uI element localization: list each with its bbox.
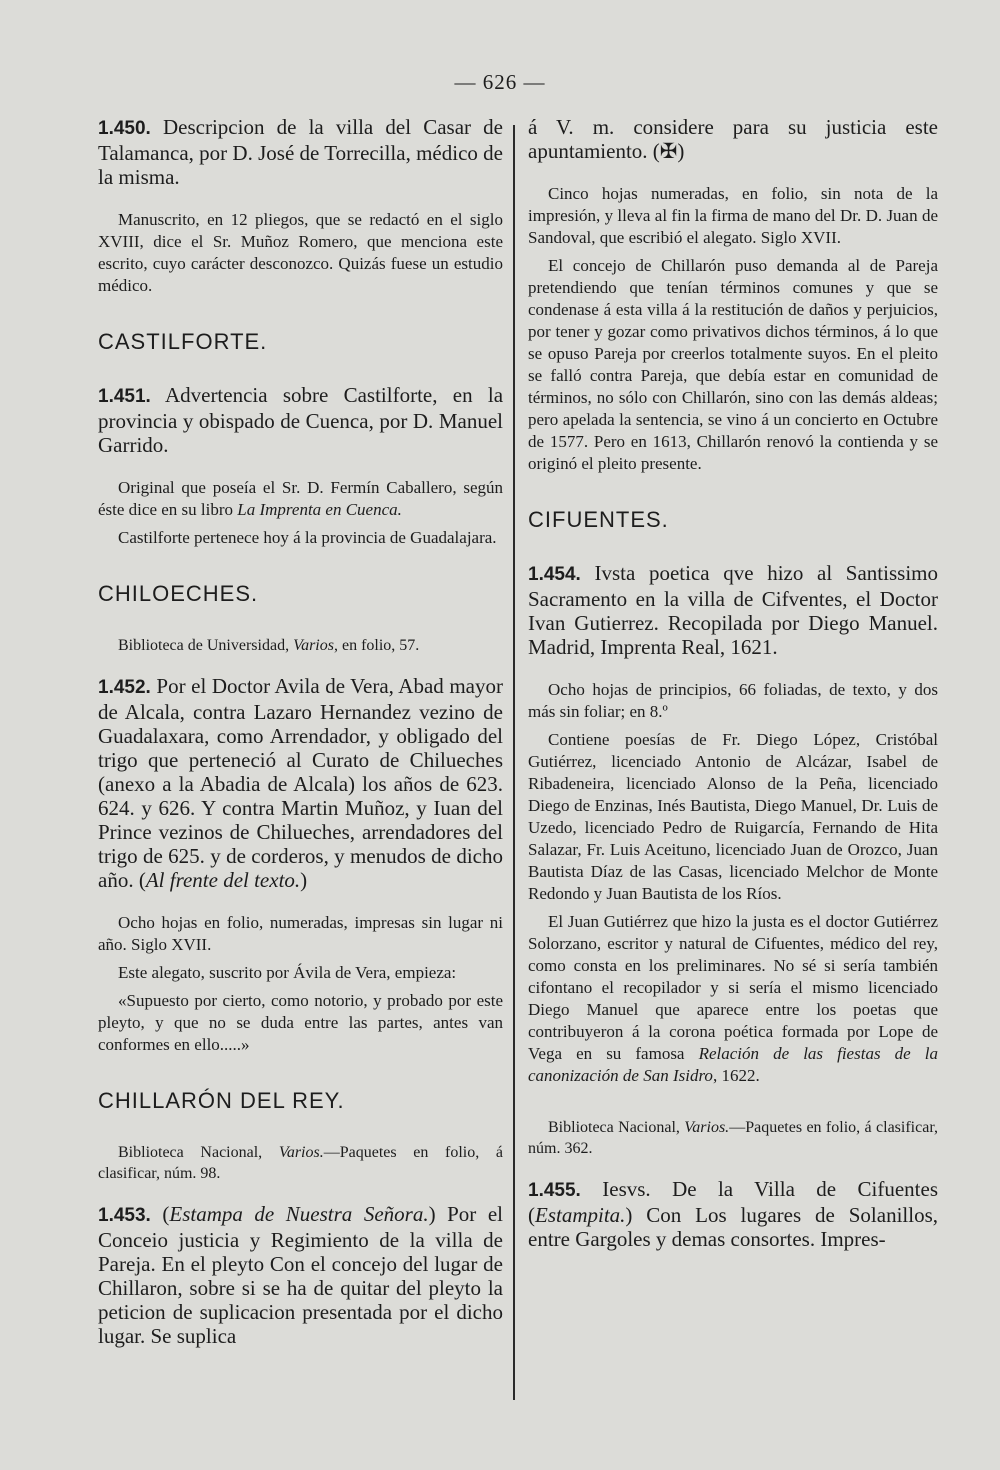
location-text: —Paquetes en folio, á clasificar, núm. 98. [98, 1144, 503, 1182]
entry-note: Este alegato, suscrito por Ávila de Vera, empieza: [118, 963, 457, 982]
section-heading-cifuentes: CIFUENTES. [528, 507, 669, 532]
library-location [98, 1142, 503, 1184]
entry-number: 1.452. [98, 677, 151, 698]
entry-number: 1.453. [98, 1205, 151, 1226]
entry-title: Advertencia sobre Castilforte, en la provincia y obispado de Cuenca, por D. Manuel Garrido. [98, 383, 504, 457]
section-heading-castilforte: CASTILFORTE. [98, 329, 268, 354]
location-text: Biblioteca Nacional, [548, 1119, 685, 1136]
entry-number: 1.455. [528, 1180, 581, 1201]
entry-note [528, 911, 938, 1087]
note-italic: Relación de las fiestas de la canonización de San Isidro [528, 1044, 938, 1085]
location-text: , en folio, 57. [333, 637, 420, 654]
entry-title: Descripcion de la villa del Casar de Talamanca, por D. José de Torrecilla, médico de la misma. [98, 115, 504, 189]
location-italic: Varios. [684, 1119, 730, 1136]
entry-title: ) Por el Conceio justicia y Regimiento de la villa de Pareja. En el pleyto Con el concejo del lugar de Chillaron, sobre si se ha de quitar del pleyto la peticion de suplicacion presentada por el dicho lugar. Se suplica [98, 1202, 504, 1348]
entry-note: Cinco hojas numeradas, en folio, sin nota de la impresión, y lleva al fin la firma de mano del Dr. D. Juan de Sandoval, que escribió el alegato. Siglo XVII. [528, 184, 938, 247]
location-italic: Varios. [278, 1144, 324, 1161]
section-heading-chiloeches: CHILOECHES. [98, 581, 259, 606]
entry-title: ) Con Los lugares de Solanillos, entre Gargoles y demas consortes. Impres- [528, 1203, 938, 1251]
entry-title: Iesvs. De la Villa de Cifuentes ( [528, 1177, 939, 1227]
note-text: El Juan Gutiérrez que hizo la justa es el doctor Gutiérrez Solorzano, escritor y natural de Cifuentes, médico del rey, como consta en los preliminares. No sé si sería también cifontano el recopilador y si sería el mismo licenciado Diego Manuel que aparece entre los poetas que contribuyeron á la corona poética formada por Lope de Vega en su famosa [528, 912, 938, 1063]
left-column [98, 115, 503, 1368]
entry-1450 [98, 115, 503, 189]
note-italic: La Imprenta en Cuenca. [237, 500, 402, 519]
note-text: Original que poseía el Sr. D. Fermín Caballero, según éste dice en su libro [98, 478, 503, 519]
entry-note: Contiene poesías de Fr. Diego López, Cristóbal Gutiérrez, licenciado Antonio de Alcázar, Isabel de Ribadeneira, licenciado Alonso de la Peña, licenciado Diego de Enzinas, Inés Bautista, Diego Manuel, Dr. Luis de Uzedo, licenciado Pedro de Ruigarcía, Fernando de Hita Salazar, Fr. Luis Aceituno, licenciado Juan de Orozco, Juan Bautista Díaz de las Casas, licenciado Melchor de Monte Redondo y Juan Bautista de los Ríos. [528, 730, 938, 903]
location-text: Biblioteca de Universidad, [118, 637, 294, 654]
entry-note: «Supuesto por cierto, como notorio, y probado por este pleyto, y que no se duda entre las partes, antes van conformes en ello.....» [98, 991, 503, 1054]
entry-title-italic: Estampa de Nuestra Señora. [169, 1202, 429, 1226]
location-text: Biblioteca Nacional, [118, 1144, 279, 1161]
entry-1453 [98, 1202, 503, 1348]
entry-1455 [528, 1177, 938, 1251]
right-column [528, 115, 938, 1271]
note-text: , 1622. [712, 1066, 760, 1085]
library-location [528, 1117, 938, 1159]
entry-note: Ocho hojas en folio, numeradas, impresas sin lugar ni año. Siglo XVII. [98, 913, 503, 954]
entry-title: ) [300, 868, 308, 892]
entry-title: Ivsta poetica qve hizo al Santissimo Sacramento en la villa de Cifventes, el Doctor Ivan Gutierrez. Recopilada por Diego Manuel. Madrid, Imprenta Real, 1621. [528, 561, 938, 659]
location-italic: Varios [293, 637, 334, 654]
location-text: —Paquetes en folio, á clasificar, núm. 362. [528, 1119, 938, 1157]
entry-number: 1.454. [528, 564, 581, 585]
entry-title: Por el Doctor Avila de Vera, Abad mayor de Alcala, contra Lazaro Hernandez vezino de Guadalaxara, como Arrendador, y obligado del trigo que perteneció al Curato de Chilueches (anexo a la Abadia de Alcala) los años de 623. 624. y 626. Y contra Martin Muñoz, y Iuan del Prince vezinos de Chilueches, arrendadores del trigo de 625. y de corderos, y menudos de dicho año. ( [98, 674, 503, 892]
section-heading-chillaron: CHILLARÓN DEL REY. [98, 1088, 345, 1113]
entry-1451 [98, 383, 503, 457]
entry-title-italic: Estampita. [535, 1203, 626, 1227]
entry-number: 1.450. [98, 118, 151, 139]
entry-title-italic: Al frente del texto. [145, 868, 301, 892]
entry-1454 [528, 561, 938, 659]
entry-note [98, 477, 503, 521]
entry-note: Manuscrito, en 12 pliegos, que se redactó en el siglo XVIII, dice el Sr. Muñoz Romero, que menciona este escrito, cuyo carácter desconozco. Quizás fuese un estudio médico. [98, 210, 503, 295]
column-divider [513, 125, 515, 1400]
entry-note: Castilforte pertenece hoy á la provincia de Guadalajara. [118, 528, 497, 547]
library-location [98, 635, 503, 656]
entry-1453-continued: á V. m. considere para su justicia este apuntamiento. (✠) [528, 115, 938, 163]
entry-title: ( [162, 1202, 170, 1226]
page-number: — 626 — [454, 70, 546, 94]
entry-note: El concejo de Chillarón puso demanda al de Pareja pretendiendo que tenían términos comunes y que se condenase á esta villa á la restitución de daños y perjuicios, por tener y gozar como privativos dichos términos, á lo que se opuso Pareja por creerlos totalmente suyos. En el pleito se falló contra Pareja, que debía estar en comunidad de términos, no sólo con Chillarón, sino con las demás aldeas; pero apelada la sentencia, se vino á un concierto en Octubre de 1577. Pero en 1613, Chillarón renovó la contienda y se originó el pleito presente. [528, 256, 938, 473]
entry-1452 [98, 674, 503, 892]
entry-number: 1.451. [98, 386, 151, 407]
entry-note: Ocho hojas de principios, 66 foliadas, de texto, y dos más sin foliar; en 8.º [528, 680, 938, 721]
